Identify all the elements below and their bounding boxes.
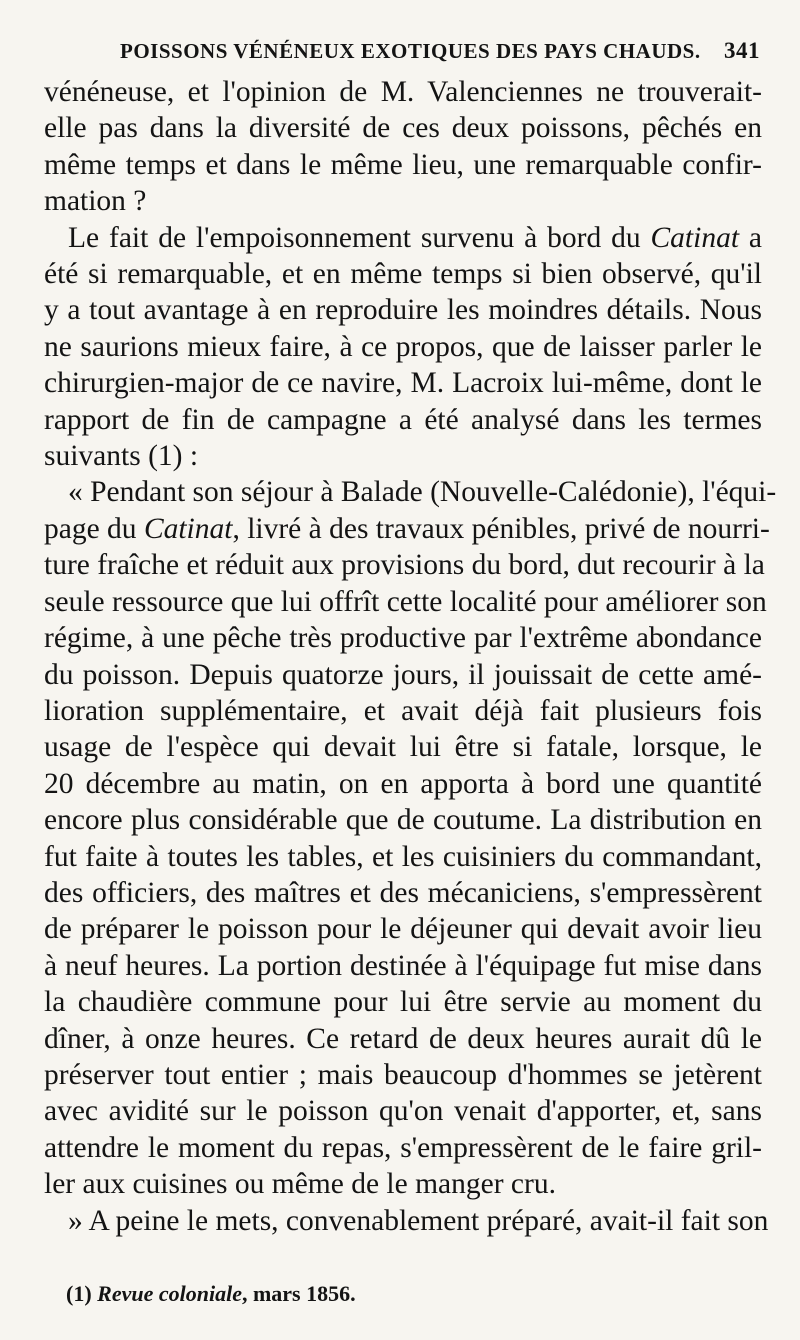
text-line: vénéneuse, et l'opinion de M. Valenciennes ne trouverait- bbox=[44, 76, 762, 108]
text-line: lioration supplémentaire, et avait déjà fait plusieurs fois bbox=[44, 694, 762, 727]
text-line: même temps et dans le même lieu, une remarquable confir- bbox=[44, 148, 762, 181]
text-segment: Le fait de l'empoisonnement survenu à bord du bbox=[68, 221, 651, 254]
footnote bbox=[66, 1281, 762, 1307]
page-number: 341 bbox=[724, 38, 760, 63]
text-line: chirurgien-major de ce navire, M. Lacroix lui-même, dont le bbox=[44, 367, 762, 400]
text-line: 20 décembre au matin, on en apporta à bord une quantité bbox=[44, 767, 762, 800]
body-text bbox=[44, 74, 777, 1239]
footnote-source: Revue coloniale bbox=[97, 1281, 242, 1306]
ship-name: Catinat bbox=[650, 221, 740, 254]
text-segment: a bbox=[739, 221, 762, 254]
text-segment: , livré à des travaux pénibles, privé de nourri- bbox=[232, 512, 770, 545]
text-line: à neuf heures. La portion destinée à l'équipage fut mise dans bbox=[44, 949, 762, 982]
text-line: la chaudière commune pour lui être servie au moment du bbox=[44, 986, 762, 1019]
paragraph-2 bbox=[44, 220, 762, 475]
text-line: » A peine le mets, convenablement préparé, avait-il fait son bbox=[68, 1204, 769, 1237]
running-head bbox=[120, 38, 760, 64]
text-line: ler aux cuisines ou même de le manger cru. bbox=[44, 1168, 556, 1201]
text-line: mation ? bbox=[44, 185, 147, 218]
text-line: ture fraîche et réduit aux provisions du bord, dut recourir à la bbox=[44, 549, 765, 582]
running-head-title: POISSONS VÉNÉNEUX EXOTIQUES DES PAYS CHAUDS. bbox=[120, 39, 701, 63]
text-line: rapport de fin de campagne a été analysé dans les termes bbox=[44, 403, 762, 436]
text-line: attendre le moment du repas, s'empressèrent de le faire gril- bbox=[44, 1131, 762, 1164]
text-line: de préparer le poisson pour le déjeuner qui devait avoir lieu bbox=[44, 913, 762, 946]
text-line: ne saurions mieux faire, à ce propos, que de laisser parler le bbox=[44, 330, 762, 363]
text-line: elle pas dans la diversité de ces deux poissons, pêchés en bbox=[44, 112, 762, 145]
text-line: usage de l'espèce qui devait lui être si fatale, lorsque, le bbox=[44, 731, 762, 764]
text-line: y a tout avantage à en reproduire les moindres détails. Nous bbox=[44, 294, 762, 327]
text-line bbox=[44, 511, 770, 547]
paragraph-1 bbox=[44, 74, 762, 220]
text-line: encore plus considérable que de coutume. La distribution en bbox=[44, 804, 762, 837]
text-line: seule ressource que lui offrît cette localité pour améliorer son bbox=[44, 585, 767, 618]
text-line bbox=[44, 220, 762, 256]
footnote-marker: (1) bbox=[66, 1281, 98, 1306]
text-line: « Pendant son séjour à Balade (Nouvelle-Calédonie), l'équi- bbox=[68, 476, 777, 509]
text-line: fut faite à toutes les tables, et les cuisiniers du commandant, bbox=[44, 840, 762, 873]
text-line: suivants (1) : bbox=[44, 440, 199, 473]
text-line: avec avidité sur le poisson qu'on venait d'apporter, et, sans bbox=[44, 1095, 762, 1128]
paragraph-3 bbox=[44, 474, 777, 1202]
text-line: été si remarquable, et en même temps si bien observé, qu'il bbox=[44, 258, 762, 291]
text-segment: page du bbox=[44, 512, 144, 545]
text-line: du poisson. Depuis quatorze jours, il jouissait de cette amé- bbox=[44, 658, 762, 691]
text-line: régime, à une pêche très productive par l'extrême abondance bbox=[44, 622, 762, 655]
paragraph-4 bbox=[44, 1203, 769, 1239]
footnote-date: , mars 1856. bbox=[241, 1281, 356, 1306]
text-line: préserver tout entier ; mais beaucoup d'hommes se jetèrent bbox=[44, 1058, 762, 1091]
text-line: des officiers, des maîtres et des mécaniciens, s'empressèrent bbox=[44, 876, 762, 909]
text-line: dîner, à onze heures. Ce retard de deux heures aurait dû le bbox=[44, 1022, 762, 1055]
ship-name: Catinat bbox=[143, 512, 233, 545]
